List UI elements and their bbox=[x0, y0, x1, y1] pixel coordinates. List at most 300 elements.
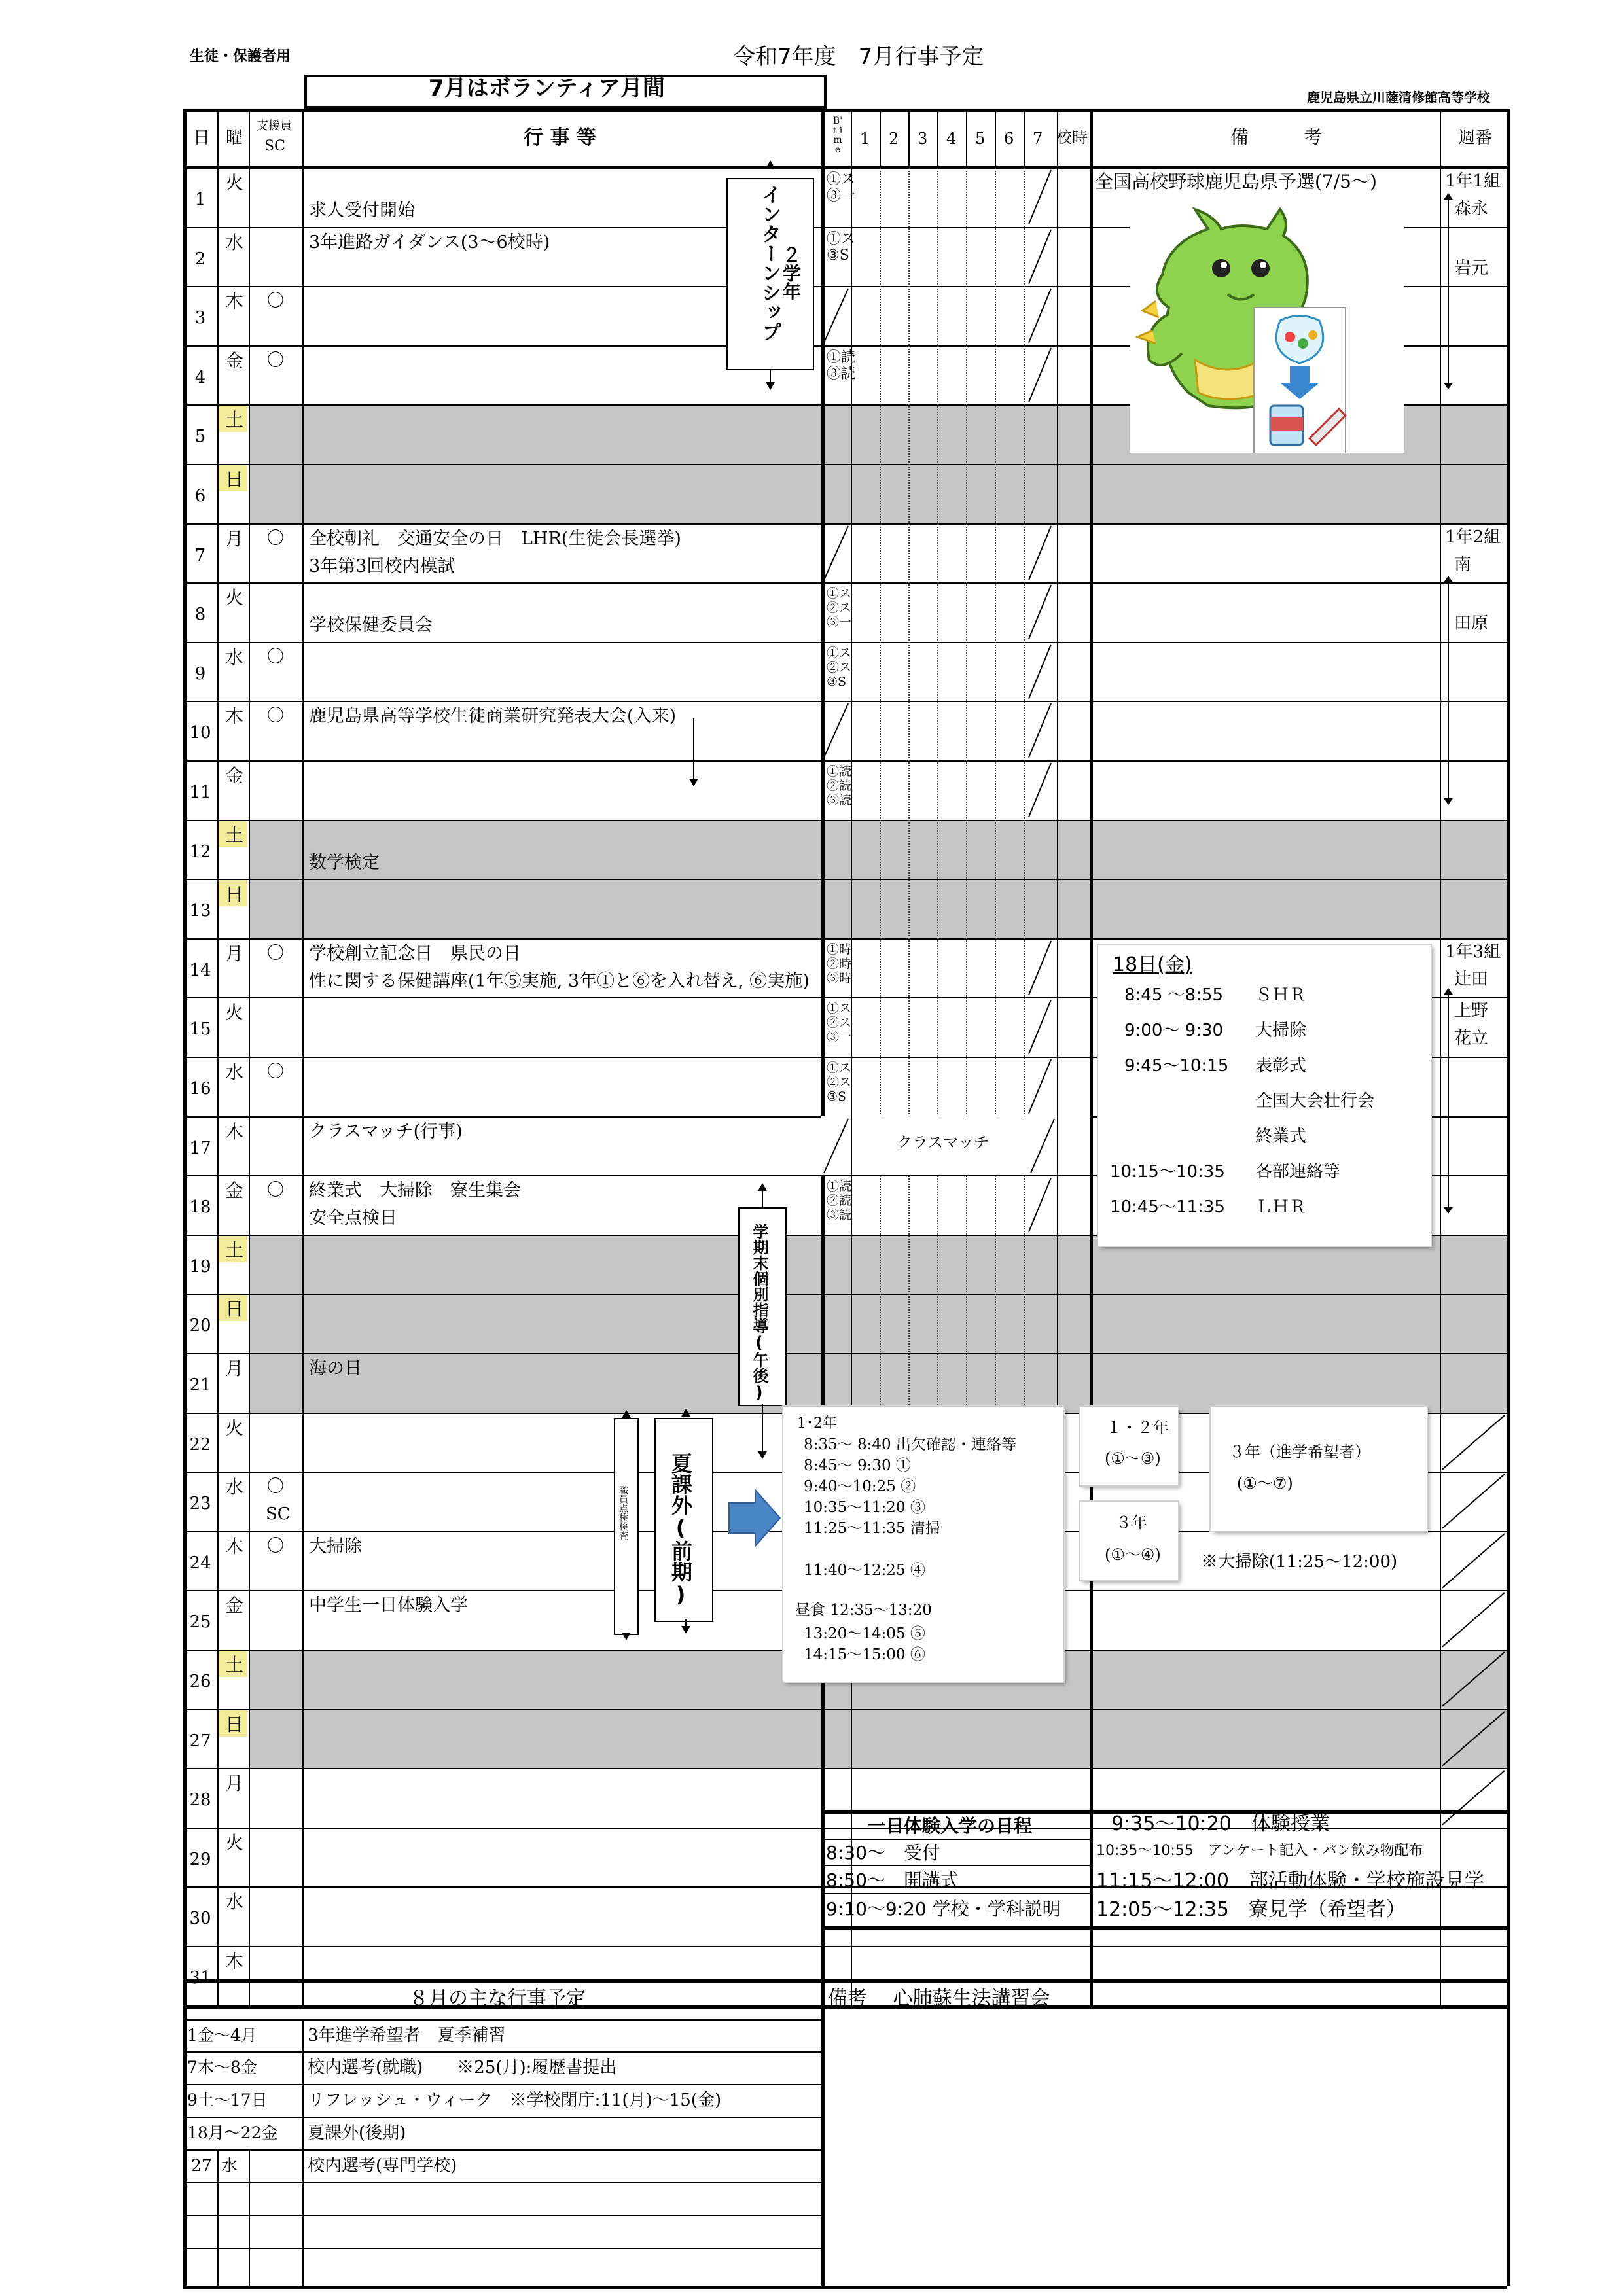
day-number: 13 bbox=[189, 901, 211, 921]
summer-schedule-heading: 1･2年 bbox=[797, 1415, 837, 1432]
day-number: 4 bbox=[194, 367, 206, 387]
slash-mark bbox=[1025, 997, 1054, 1057]
btime-code: ②ス bbox=[827, 1075, 852, 1089]
slash-mark bbox=[1440, 1472, 1507, 1531]
summer-period-row: 11:25～11:35 清掃 bbox=[804, 1520, 940, 1537]
col-sc-label: SC bbox=[264, 138, 285, 154]
day-number: 5 bbox=[194, 427, 206, 447]
duty-arrow-3 bbox=[1448, 991, 1449, 1210]
internship-arrow-bottom bbox=[770, 370, 771, 383]
open-school-right-2: 11:15～12:00 部活動体験・学校施設見学 bbox=[1096, 1869, 1484, 1892]
btime-code: ①時 bbox=[827, 942, 852, 957]
summer-period-row: 昼食 12:35～13:20 bbox=[795, 1602, 932, 1619]
grade3-advanced-periods: (①～⑦) bbox=[1237, 1474, 1293, 1492]
grid-line bbox=[1090, 109, 1093, 2005]
grid-line bbox=[302, 109, 304, 2005]
august-title: ８月の主な行事予定 bbox=[409, 1987, 586, 2010]
open-school-divider bbox=[1090, 1810, 1091, 1926]
august-event: 校内選考(就職) ※25(月):履歴書提出 bbox=[308, 2058, 617, 2077]
grid-line bbox=[183, 2215, 821, 2216]
open-school-bottom-rule bbox=[821, 1926, 1507, 1930]
day-number: 24 bbox=[189, 1553, 211, 1573]
school-name: 鹿児島県立川薩清修館高等学校 bbox=[1307, 90, 1490, 105]
grade3-periods: (①～④) bbox=[1105, 1545, 1161, 1564]
col-period-2: 2 bbox=[889, 130, 899, 148]
btime-code: ③一 bbox=[827, 1030, 852, 1045]
btime-code: ②読 bbox=[827, 779, 852, 793]
arrow-up-icon bbox=[1444, 576, 1453, 582]
day-weekday: 日 bbox=[225, 1298, 244, 1320]
arrow-up-icon bbox=[622, 1410, 631, 1418]
btime-code: ①読 bbox=[827, 764, 852, 779]
august-event: 校内選考(専門学校) bbox=[308, 2156, 457, 2176]
btime-code: ①読 bbox=[827, 349, 856, 366]
col-support-label: 支援員 bbox=[257, 119, 292, 133]
col-school-period: 校時 bbox=[1056, 128, 1088, 147]
grid-line bbox=[995, 109, 996, 168]
grid-line bbox=[183, 642, 1507, 643]
event-line: 中学生一日体験入学 bbox=[309, 1595, 468, 1616]
summer-extra-label: 夏課外(前期) bbox=[668, 1453, 693, 1607]
summer-period-row: 8:45～ 9:30 ① bbox=[804, 1457, 911, 1474]
day-weekday: 火 bbox=[225, 1002, 244, 1024]
support-mark: 〇 bbox=[267, 1062, 285, 1082]
grid-line bbox=[183, 2019, 821, 2021]
slash-mark bbox=[1025, 523, 1054, 583]
day-number: 11 bbox=[189, 783, 211, 802]
notes-text: 全国高校野球鹿児島県予選(7/5～) bbox=[1095, 171, 1377, 192]
grid-line bbox=[183, 582, 1507, 584]
blue-arrow-icon bbox=[728, 1489, 781, 1547]
day-weekday: 月 bbox=[225, 1773, 244, 1795]
grid-line bbox=[183, 1979, 187, 2286]
open-school-left-0: 8:30～ 受付 bbox=[826, 1842, 940, 1863]
grid-line bbox=[1057, 109, 1058, 1413]
summer-period-row: 9:40～10:25 ② bbox=[804, 1478, 916, 1495]
grid-line bbox=[183, 938, 1507, 940]
grid-line bbox=[937, 168, 938, 1413]
day-number: 12 bbox=[189, 841, 211, 862]
grid-line bbox=[183, 464, 1507, 465]
event-line: 3年進路ガイダンス(3～6校時) bbox=[309, 232, 550, 253]
day-weekday: 土 bbox=[225, 824, 244, 846]
grid-line bbox=[302, 2019, 304, 2286]
august-event: リフレッシュ・ウィーク ※学校閉庁:11(月)～15(金) bbox=[308, 2091, 722, 2110]
arrow-down-icon bbox=[1444, 798, 1453, 805]
day-weekday: 金 bbox=[225, 1595, 244, 1617]
day-weekday: 木 bbox=[225, 1535, 244, 1557]
internship-label: インターンシップ bbox=[758, 185, 781, 342]
day-number: 7 bbox=[194, 545, 206, 565]
open-school-rule bbox=[821, 1839, 1090, 1840]
day-number: 9 bbox=[194, 663, 206, 684]
page-title: 令和7年度 7月行事予定 bbox=[733, 44, 984, 70]
guidance-label: 学期末個別指導(午後) bbox=[750, 1224, 768, 1402]
grid-line bbox=[851, 1116, 852, 1176]
day-number: 18 bbox=[189, 1197, 211, 1218]
day-number: 23 bbox=[189, 1494, 211, 1514]
grid-line bbox=[851, 109, 852, 2005]
col-day: 日 bbox=[193, 128, 211, 148]
grid-line bbox=[995, 168, 996, 1413]
open-school-rule bbox=[821, 1893, 1090, 1894]
btime-code: ①ス bbox=[827, 171, 856, 188]
day-number: 14 bbox=[189, 960, 211, 980]
event-line: クラスマッチ(行事) bbox=[309, 1121, 463, 1142]
day-weekday: 月 bbox=[225, 527, 244, 550]
col-btime: B' t i m e bbox=[832, 116, 843, 156]
col-events: 行 事 等 bbox=[524, 126, 596, 149]
grid-line bbox=[1507, 1979, 1510, 2286]
grid-line bbox=[249, 109, 250, 2005]
event-line: 終業式 大掃除 寮生集会 bbox=[309, 1180, 521, 1201]
day-number: 26 bbox=[189, 1672, 211, 1691]
grid-line bbox=[183, 2149, 821, 2151]
slash-mark bbox=[1025, 760, 1054, 820]
duty-arrow-1 bbox=[1448, 196, 1449, 386]
closing-time: 9:45～10:15 bbox=[1124, 1056, 1229, 1076]
grid-line bbox=[880, 109, 881, 168]
event-line: 学校保健委員会 bbox=[309, 615, 433, 636]
grid-line bbox=[183, 109, 187, 2005]
event-line: 海の日 bbox=[309, 1358, 362, 1379]
grid-line bbox=[183, 2248, 821, 2249]
btime-code: ③読 bbox=[827, 365, 856, 382]
weekend-row-shading bbox=[249, 1235, 821, 1294]
day-weekday: 木 bbox=[225, 1120, 244, 1142]
grid-line bbox=[1090, 1116, 1091, 1176]
closing-item: 各部連絡等 bbox=[1255, 1162, 1341, 1182]
event-line: 鹿児島県高等学校生徒商業研究発表大会(入来) bbox=[309, 706, 677, 727]
august-date: 9土～17日 bbox=[187, 2091, 268, 2110]
arrow-up-icon bbox=[1444, 988, 1453, 995]
day-weekday: 日 bbox=[225, 468, 244, 490]
slash-mark bbox=[821, 286, 851, 345]
arrow-down-icon bbox=[1444, 1207, 1453, 1214]
duty-text: 田原 bbox=[1454, 614, 1489, 634]
event-line: 大掃除 bbox=[309, 1536, 362, 1557]
slash-mark bbox=[1440, 1709, 1507, 1769]
august-date: 18月～22金 bbox=[187, 2123, 278, 2142]
col-notes: 備 考 bbox=[1230, 126, 1323, 148]
day-number: 27 bbox=[189, 1731, 211, 1751]
btime-code: ①ス bbox=[827, 230, 856, 247]
event-line: 学校創立記念日 県民の日 bbox=[309, 943, 521, 964]
grid-line bbox=[183, 1294, 1507, 1295]
day-number: 2 bbox=[194, 249, 206, 269]
weekend-row-shading bbox=[249, 464, 821, 523]
grid-line bbox=[1024, 109, 1025, 168]
closing-day-title: 18日(金) bbox=[1113, 953, 1192, 976]
grade3-label: ３年 bbox=[1116, 1513, 1147, 1532]
day-number: 21 bbox=[189, 1375, 211, 1395]
grid-line bbox=[183, 2084, 821, 2085]
grid-line bbox=[217, 2149, 219, 2286]
open-school-left-2: 9:10～9:20 学校・学科説明 bbox=[826, 1898, 1061, 1920]
grid-line bbox=[183, 1353, 1507, 1354]
btime-code: ③読 bbox=[827, 793, 852, 807]
grid-line bbox=[880, 168, 881, 1413]
slash-mark bbox=[1025, 582, 1054, 642]
open-school-title: 一日体験入学の日程 bbox=[867, 1815, 1033, 1837]
guidance-arrow-top bbox=[762, 1188, 763, 1207]
day-weekday: 金 bbox=[225, 765, 244, 786]
grid-line bbox=[183, 166, 1507, 169]
btime-code: ③時 bbox=[827, 970, 852, 985]
grid-line bbox=[183, 2117, 821, 2118]
closing-item: ＬＨＲ bbox=[1255, 1197, 1307, 1217]
day-weekday: 土 bbox=[225, 1654, 244, 1676]
grade3-advanced-box bbox=[1211, 1407, 1427, 1531]
slash-mark bbox=[1025, 1057, 1054, 1116]
grid-line bbox=[183, 1709, 1507, 1710]
slash-mark bbox=[1025, 938, 1054, 998]
day-weekday: 月 bbox=[225, 942, 244, 964]
duty-text: 南 bbox=[1454, 554, 1472, 574]
internship-grade: ２学年 bbox=[780, 245, 802, 300]
day-number: 25 bbox=[189, 1612, 211, 1633]
duty-text: 辻田 bbox=[1454, 969, 1489, 989]
slash-mark bbox=[1440, 1413, 1507, 1472]
btime-code: ②ス bbox=[827, 1016, 852, 1031]
btime-code: ①読 bbox=[827, 1179, 852, 1194]
day-weekday: 木 bbox=[225, 705, 244, 728]
day-weekday: 水 bbox=[225, 231, 244, 253]
day-weekday: 木 bbox=[225, 1951, 244, 1972]
closing-item: 大掃除 bbox=[1255, 1021, 1307, 1040]
grid-line bbox=[966, 109, 967, 168]
august-date: 27 bbox=[191, 2156, 212, 2175]
closing-time: 10:45～11:35 bbox=[1110, 1197, 1225, 1217]
arrow-down-icon bbox=[689, 779, 698, 786]
closing-item: 表彰式 bbox=[1255, 1056, 1307, 1076]
btime-code: ③S bbox=[827, 674, 847, 689]
grid-line bbox=[183, 109, 1507, 112]
event-line: 数学検定 bbox=[309, 852, 380, 873]
slash-mark bbox=[1025, 701, 1054, 760]
day-weekday: 水 bbox=[225, 646, 244, 668]
closing-item: 全国大会壮行会 bbox=[1255, 1091, 1375, 1111]
col-duty: 週番 bbox=[1458, 128, 1493, 148]
day-number: 29 bbox=[189, 1849, 211, 1869]
btime-code: ①ス bbox=[827, 645, 852, 660]
slash-mark bbox=[1025, 1175, 1054, 1235]
day-weekday: 火 bbox=[225, 172, 244, 194]
grid-line bbox=[183, 879, 1507, 880]
grid-line bbox=[1057, 1116, 1058, 1176]
duty-text: 1年2組 bbox=[1445, 527, 1501, 547]
grid-line bbox=[183, 2182, 821, 2183]
arrow-down-icon bbox=[766, 382, 775, 390]
guidance-arrow-bottom bbox=[762, 1404, 763, 1453]
day-number: 28 bbox=[189, 1790, 211, 1810]
class-match-label: クラスマッチ bbox=[897, 1133, 990, 1152]
arrow-down-icon bbox=[681, 1626, 690, 1634]
support-mark: 〇 bbox=[267, 291, 285, 311]
slash-mark bbox=[1440, 1768, 1507, 1828]
support-mark: 〇 bbox=[267, 706, 285, 726]
open-school-right-1: 10:35～10:55 アンケート記入・パン飲み物配布 bbox=[1096, 1843, 1423, 1859]
day-number: 22 bbox=[189, 1434, 211, 1455]
grid-line bbox=[249, 2149, 250, 2286]
slash-mark bbox=[1025, 286, 1054, 345]
slash-mark bbox=[1440, 1531, 1507, 1591]
grid-line bbox=[1507, 109, 1510, 2005]
grid-line bbox=[183, 1979, 1507, 1983]
event-line: 安全点検日 bbox=[309, 1208, 397, 1229]
arrow-up-icon bbox=[766, 160, 775, 168]
august-event: 3年進学希望者 夏季補習 bbox=[308, 2026, 506, 2045]
summer-period-row: 10:35～11:20 ③ bbox=[804, 1499, 925, 1516]
support-mark: 〇 bbox=[267, 646, 285, 667]
staff-inspection-label: 職員点検検査 bbox=[618, 1485, 628, 1540]
grid-line bbox=[821, 109, 825, 2005]
event-line: 全校朝礼 交通安全の日 LHR(生徒会長選挙) bbox=[309, 528, 681, 549]
btime-code: ③一 bbox=[827, 615, 852, 630]
day-weekday: 火 bbox=[225, 587, 244, 609]
open-school-rule bbox=[821, 1865, 1090, 1866]
duty-text: 1年3組 bbox=[1445, 942, 1501, 962]
arrow-down-icon bbox=[1444, 383, 1453, 389]
grid-line bbox=[937, 109, 938, 168]
day-weekday: 火 bbox=[225, 1417, 244, 1439]
support-mark: 〇 bbox=[267, 943, 285, 963]
day-weekday: 日 bbox=[225, 1713, 244, 1735]
summer-period-row: 8:35～ 8:40 出欠確認・連絡等 bbox=[804, 1436, 1016, 1453]
day-number: 19 bbox=[189, 1256, 211, 1277]
btime-code: ③S bbox=[827, 247, 849, 264]
grid-line bbox=[183, 2051, 821, 2053]
btime-code: ③S bbox=[827, 1089, 847, 1104]
cleaning-note: ※大掃除(11:25～12:00) bbox=[1201, 1552, 1398, 1572]
grid-line bbox=[183, 820, 1507, 821]
arrow-down-icon bbox=[758, 1451, 767, 1459]
august-notes: 備考 心肺蘇生法講習会 bbox=[828, 1987, 1050, 2010]
event-line: 求人受付開始 bbox=[309, 200, 415, 221]
weekend-row-shading bbox=[249, 404, 821, 464]
grid-line bbox=[908, 109, 910, 168]
arrow-up-icon bbox=[1444, 193, 1453, 200]
slash-mark bbox=[821, 701, 851, 760]
slash-mark bbox=[821, 523, 851, 583]
closing-item: ＳＨＲ bbox=[1255, 985, 1307, 1005]
closing-time: 9:00～ 9:30 bbox=[1124, 1021, 1224, 1040]
grid-line bbox=[966, 168, 967, 1413]
open-school-left-1: 8:50～ 開講式 bbox=[826, 1869, 959, 1891]
day-number: 6 bbox=[194, 486, 206, 506]
duty-text: 岩元 bbox=[1454, 258, 1489, 278]
day-weekday: 火 bbox=[225, 1831, 244, 1854]
day-number: 17 bbox=[189, 1138, 211, 1158]
day-number: 16 bbox=[189, 1079, 211, 1099]
grid-line bbox=[183, 1768, 1507, 1769]
slash-mark bbox=[1025, 345, 1054, 405]
grid-line bbox=[821, 2005, 825, 2286]
closing-time: 8:45 ～8:55 bbox=[1124, 985, 1224, 1005]
btime-code: ②ス bbox=[827, 660, 852, 675]
audience-label: 生徒・保護者用 bbox=[190, 48, 291, 65]
support-mark: 〇 bbox=[267, 528, 285, 548]
summer-period-row: 14:15～15:00 ⑥ bbox=[804, 1646, 925, 1663]
grid-line bbox=[183, 760, 1507, 762]
btime-code: ③一 bbox=[827, 188, 856, 204]
event-line: 3年第3回校内模試 bbox=[309, 556, 455, 576]
dragon-mascot-icon bbox=[1130, 196, 1404, 453]
btime-code: ①ス bbox=[827, 1001, 852, 1016]
col-period-6: 6 bbox=[1004, 130, 1014, 148]
day-weekday: 土 bbox=[225, 1239, 244, 1261]
summer-period-row: 11:40～12:25 ④ bbox=[804, 1562, 925, 1579]
day-weekday: 月 bbox=[225, 1358, 244, 1379]
slash-mark bbox=[1025, 642, 1054, 701]
grade3-advanced-label: ３年（進学希望者） bbox=[1229, 1443, 1370, 1461]
august-event: 夏課外(後期) bbox=[308, 2123, 406, 2143]
weekend-row-shading bbox=[249, 879, 821, 938]
grade12-periods: (①～③) bbox=[1105, 1449, 1161, 1468]
col-period-5: 5 bbox=[975, 130, 986, 148]
closing-item: 終業式 bbox=[1255, 1127, 1307, 1146]
day-weekday: 金 bbox=[225, 1180, 244, 1202]
closing-time: 10:15～10:35 bbox=[1110, 1162, 1225, 1182]
day-number: 8 bbox=[194, 605, 206, 625]
grid-line bbox=[908, 168, 910, 1413]
open-school-right-0: 9:35～10:20 体験授業 bbox=[1111, 1812, 1330, 1835]
arrow-down-icon bbox=[622, 1633, 631, 1640]
grade12-label: １・２年 bbox=[1106, 1419, 1169, 1437]
btime-code: ③読 bbox=[827, 1208, 852, 1223]
day-weekday: 水 bbox=[225, 1476, 244, 1498]
arrow-up-icon bbox=[681, 1409, 690, 1417]
duty-text: 1年1組 bbox=[1445, 171, 1501, 191]
slash-mark bbox=[1440, 1650, 1507, 1709]
col-period-1: 1 bbox=[860, 130, 870, 148]
btime-code: ②ス bbox=[827, 601, 852, 616]
day-number: 1 bbox=[194, 190, 206, 209]
weekend-row-shading bbox=[249, 1294, 821, 1353]
col-period-3: 3 bbox=[918, 130, 928, 148]
august-date: 7木～8金 bbox=[187, 2058, 257, 2077]
duty-text: 上野 bbox=[1454, 1001, 1489, 1021]
day-number: 10 bbox=[189, 723, 211, 743]
august-weekday: 水 bbox=[221, 2156, 238, 2175]
slash-mark bbox=[1440, 1590, 1507, 1650]
day-weekday: 水 bbox=[225, 1061, 244, 1083]
duty-arrow-2 bbox=[1448, 579, 1449, 802]
grid-line bbox=[183, 2286, 1507, 2289]
event-arrow-line bbox=[693, 718, 694, 783]
day-number: 20 bbox=[189, 1316, 211, 1336]
day-weekday: 日 bbox=[225, 883, 244, 906]
col-period-7: 7 bbox=[1033, 130, 1043, 148]
duty-text: 花立 bbox=[1454, 1029, 1489, 1049]
btime-code: ②時 bbox=[827, 956, 852, 971]
slash-mark bbox=[1025, 227, 1054, 287]
august-date: 1金～4月 bbox=[187, 2026, 257, 2045]
day-number: 3 bbox=[194, 308, 206, 328]
support-mark: 〇 bbox=[267, 1180, 285, 1201]
open-school-right-3: 12:05～12:35 寮見学（希望者） bbox=[1096, 1898, 1406, 1921]
grid-line bbox=[183, 1946, 1507, 1947]
day-number: 31 bbox=[189, 1968, 211, 1988]
day-weekday: 水 bbox=[225, 1891, 244, 1913]
slash-mark bbox=[1025, 168, 1054, 227]
event-line: 性に関する保健講座(1年⑤実施, 3年①と⑥を入れ替え, ⑥実施) bbox=[309, 970, 810, 991]
dragon-mascot-illustration bbox=[1130, 196, 1404, 453]
col-weekday: 曜 bbox=[226, 128, 243, 148]
day-weekday: 木 bbox=[225, 291, 244, 313]
grid-line bbox=[217, 109, 219, 2005]
btime-code: ①ス bbox=[827, 586, 852, 601]
